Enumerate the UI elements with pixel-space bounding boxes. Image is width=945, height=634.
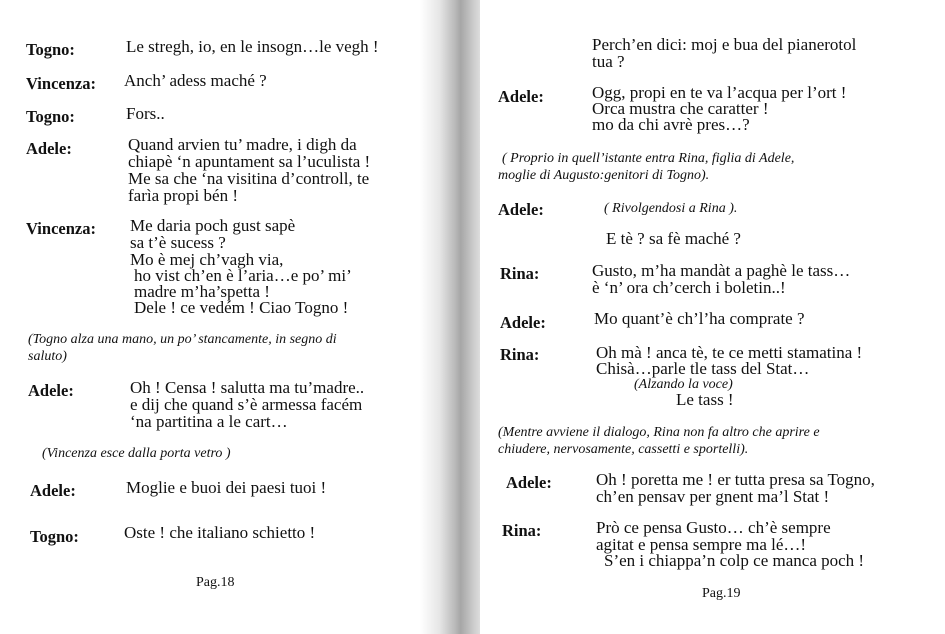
speaker-label: Rina:	[502, 521, 542, 540]
stage-direction: chiudere, nervosamente, cassetti e sportelli).	[498, 442, 749, 457]
stage-direction: saluto)	[28, 349, 67, 364]
stage-direction: (Alzando la voce)	[634, 377, 733, 392]
dialogue-line: Orca mustra che caratter !	[592, 99, 769, 118]
stage-direction: ( Proprio in quell’istante entra Rina, figlia di Adele,	[502, 151, 795, 166]
right-page	[480, 0, 945, 634]
dialogue-line: Quand arvien tu’ madre, i digh da	[128, 135, 357, 154]
stage-direction: ( Rivolgendosi a Rina ).	[604, 201, 738, 216]
dialogue-line: E tè ? sa fè maché ?	[606, 229, 741, 248]
dialogue-line: tua ?	[592, 52, 625, 71]
dialogue-line: Moglie e buoi dei paesi tuoi !	[126, 478, 327, 497]
stage-direction: moglie di Augusto:genitori di Togno).	[498, 168, 710, 183]
speaker-label: Rina:	[500, 264, 540, 283]
dialogue-line: Me sa che ‘na visitina d’controll, te	[128, 169, 370, 188]
left-page	[0, 0, 465, 634]
speaker-label: Togno:	[26, 107, 75, 126]
dialogue-line: Le stregh, io, en le insogn…le vegh !	[126, 37, 379, 56]
dialogue-line: Gusto, m’ha mandàt a paghè le tass…	[592, 261, 851, 280]
speaker-label: Adele:	[498, 87, 544, 106]
dialogue-line: agitat e pensa sempre ma lé…!	[596, 535, 807, 554]
dialogue-line: Ogg, propi en te va l’acqua per l’ort !	[592, 83, 847, 102]
speaker-label: Togno:	[30, 527, 79, 546]
stage-direction: (Mentre avviene il dialogo, Rina non fa altro che aprire e	[498, 425, 820, 440]
dialogue-line: Anch’ adess maché ?	[124, 71, 267, 90]
dialogue-line: ‘na partitina a le cart…	[130, 412, 288, 431]
speaker-label: Adele:	[506, 473, 552, 492]
dialogue-line: Chisà…parle tle tass del Stat…	[596, 359, 810, 378]
speaker-label: Adele:	[498, 200, 544, 219]
speaker-label: Adele:	[28, 381, 74, 400]
dialogue-line: sa t’è sucess ?	[130, 233, 226, 252]
dialogue-line: Mo quant’è ch’l’ha comprate ?	[594, 309, 805, 328]
page-number: Pag.19	[702, 586, 741, 601]
dialogue-line: Oste ! che italiano schietto !	[124, 523, 316, 542]
speaker-label: Togno:	[26, 40, 75, 59]
dialogue-line: è ‘n’ ora ch’cerch i boletin..!	[592, 278, 786, 297]
dialogue-line: Fors..	[126, 104, 165, 123]
dialogue-line: Mo è mej ch’vagh via,	[130, 250, 284, 269]
speaker-label: Vincenza:	[26, 219, 96, 238]
dialogue-line: S’en i chiappa’n colp ce manca poch !	[604, 551, 865, 570]
speaker-label: Rina:	[500, 345, 540, 364]
dialogue-line: ch’en pensav per gnent ma’l Stat !	[596, 487, 830, 506]
dialogue-line: madre m’ha’spetta !	[134, 282, 270, 301]
dialogue-line: Dele ! ce vedém ! Ciao Togno !	[134, 298, 349, 317]
dialogue-line: mo da chi avrè pres…?	[592, 115, 750, 134]
dialogue-line: Prò ce pensa Gusto… ch’è sempre	[596, 518, 831, 537]
dialogue-line: Oh ! poretta me ! er tutta presa sa Togno,	[596, 470, 875, 489]
dialogue-line: chiapè ‘n apuntament sa l’uculista !	[128, 152, 371, 171]
speaker-label: Adele:	[26, 139, 72, 158]
dialogue-line: e dij che quand s’è armessa facém	[130, 395, 363, 414]
dialogue-line: farìa propi bén !	[128, 186, 238, 205]
page-number: Pag.18	[196, 575, 235, 590]
speaker-label: Adele:	[30, 481, 76, 500]
speaker-label: Adele:	[500, 313, 546, 332]
dialogue-line: Me daria poch gust sapè	[130, 216, 296, 235]
dialogue-line: ho vist ch’en è l’aria…e po’ mi’	[134, 266, 352, 285]
dialogue-line: Perch’en dici: moj e bua del pianerotol	[592, 35, 857, 54]
dialogue-line: Oh mà ! anca tè, te ce metti stamatina !	[596, 343, 863, 362]
dialogue-line: Oh ! Censa ! salutta ma tu’madre..	[130, 378, 365, 397]
stage-direction: (Togno alza una mano, un po’ stancamente, in segno di	[28, 332, 337, 347]
stage-direction: (Vincenza esce dalla porta vetro )	[42, 446, 231, 461]
dialogue-line: Le tass !	[676, 390, 734, 409]
speaker-label: Vincenza:	[26, 74, 96, 93]
